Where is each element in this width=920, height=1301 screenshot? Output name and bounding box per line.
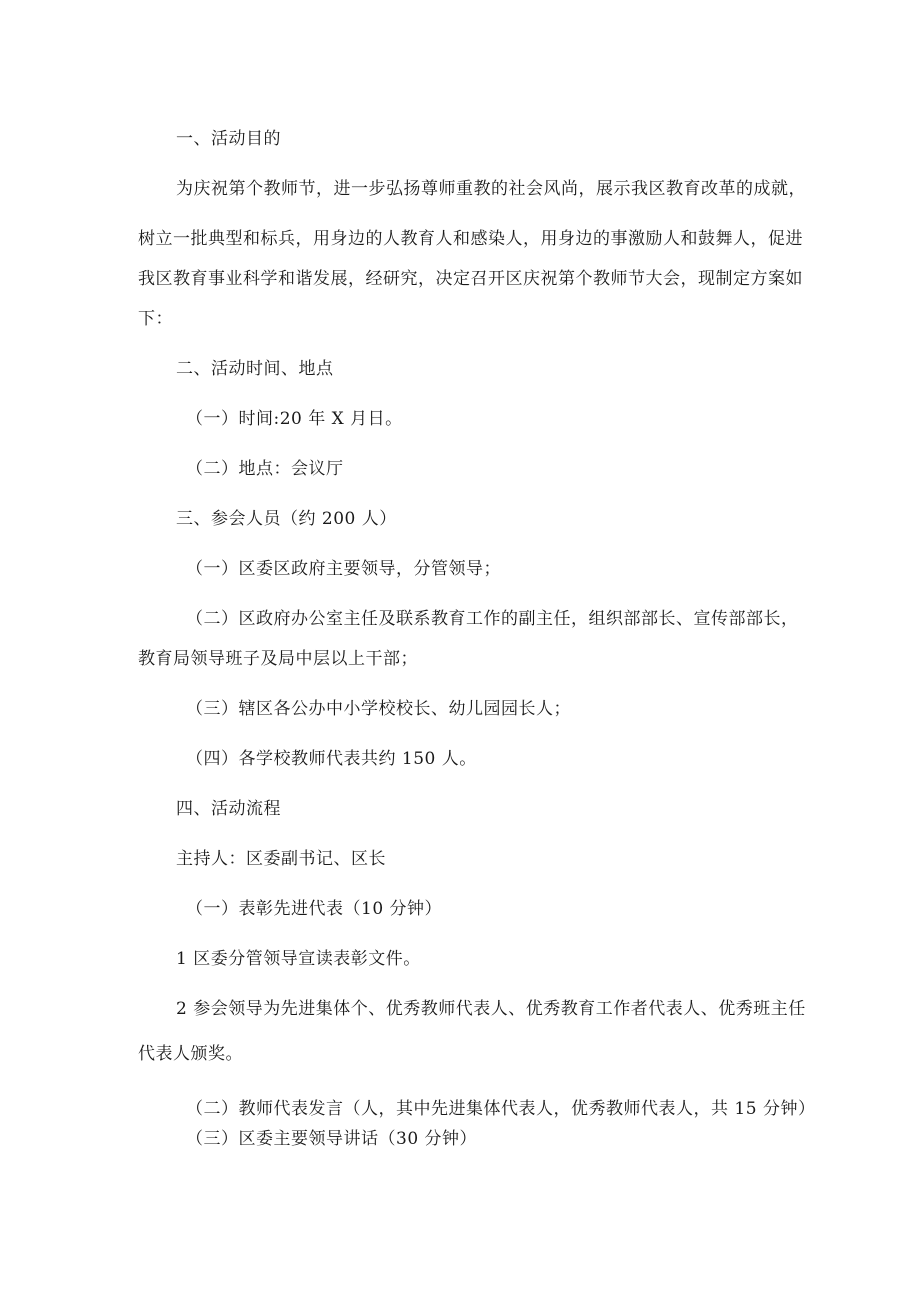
list-item: （一）时间:20 年 X 月日。 [186, 409, 403, 429]
section-heading-attendees: 三、参会人员（约 200 人） [176, 509, 397, 529]
paragraph-line: 下： [138, 309, 173, 329]
list-item-continuation: 教育局领导班子及局中层以上干部； [138, 649, 418, 669]
paragraph-line: 我区教育事业科学和谐发展，经研究，决定召开区庆祝第个教师节大会，现制定方案如 [138, 269, 803, 289]
host-line: 主持人：区委副书记、区长 [176, 849, 386, 869]
step-item-continuation: 代表人颁奖。 [138, 1044, 243, 1064]
list-item: （一）区委区政府主要领导，分管领导； [186, 559, 501, 579]
section-heading-time-place: 二、活动时间、地点 [176, 359, 334, 379]
list-item: （四）各学校教师代表共约 150 人。 [186, 749, 477, 769]
step-item: 1 区委分管领导宣读表彰文件。 [176, 949, 421, 969]
list-item: （三）区委主要领导讲话（30 分钟） [186, 1129, 478, 1149]
list-item: （三）辖区各公办中小学校校长、幼儿园园长人； [186, 699, 571, 719]
list-item: （二）区政府办公室主任及联系教育工作的副主任，组织部部长、宣传部部长， [186, 609, 799, 629]
list-item: （二）地点：会议厅 [186, 459, 344, 479]
step-item: 2 参会领导为先进集体个、优秀教师代表人、优秀教育工作者代表人、优秀班主任 [176, 999, 806, 1019]
list-item: （二）教师代表发言（人，其中先进集体代表人，优秀教师代表人，共 15 分钟） [186, 1099, 816, 1119]
section-heading-purpose: 一、活动目的 [176, 129, 281, 149]
paragraph-line: 为庆祝第个教师节，进一步弘扬尊师重教的社会风尚，展示我区教育改革的成就， [176, 179, 806, 199]
list-item: （一）表彰先进代表（10 分钟） [186, 899, 443, 919]
paragraph-line: 树立一批典型和标兵，用身边的人教育人和感染人，用身边的事激励人和鼓舞人，促进 [138, 229, 803, 249]
section-heading-process: 四、活动流程 [176, 799, 281, 819]
